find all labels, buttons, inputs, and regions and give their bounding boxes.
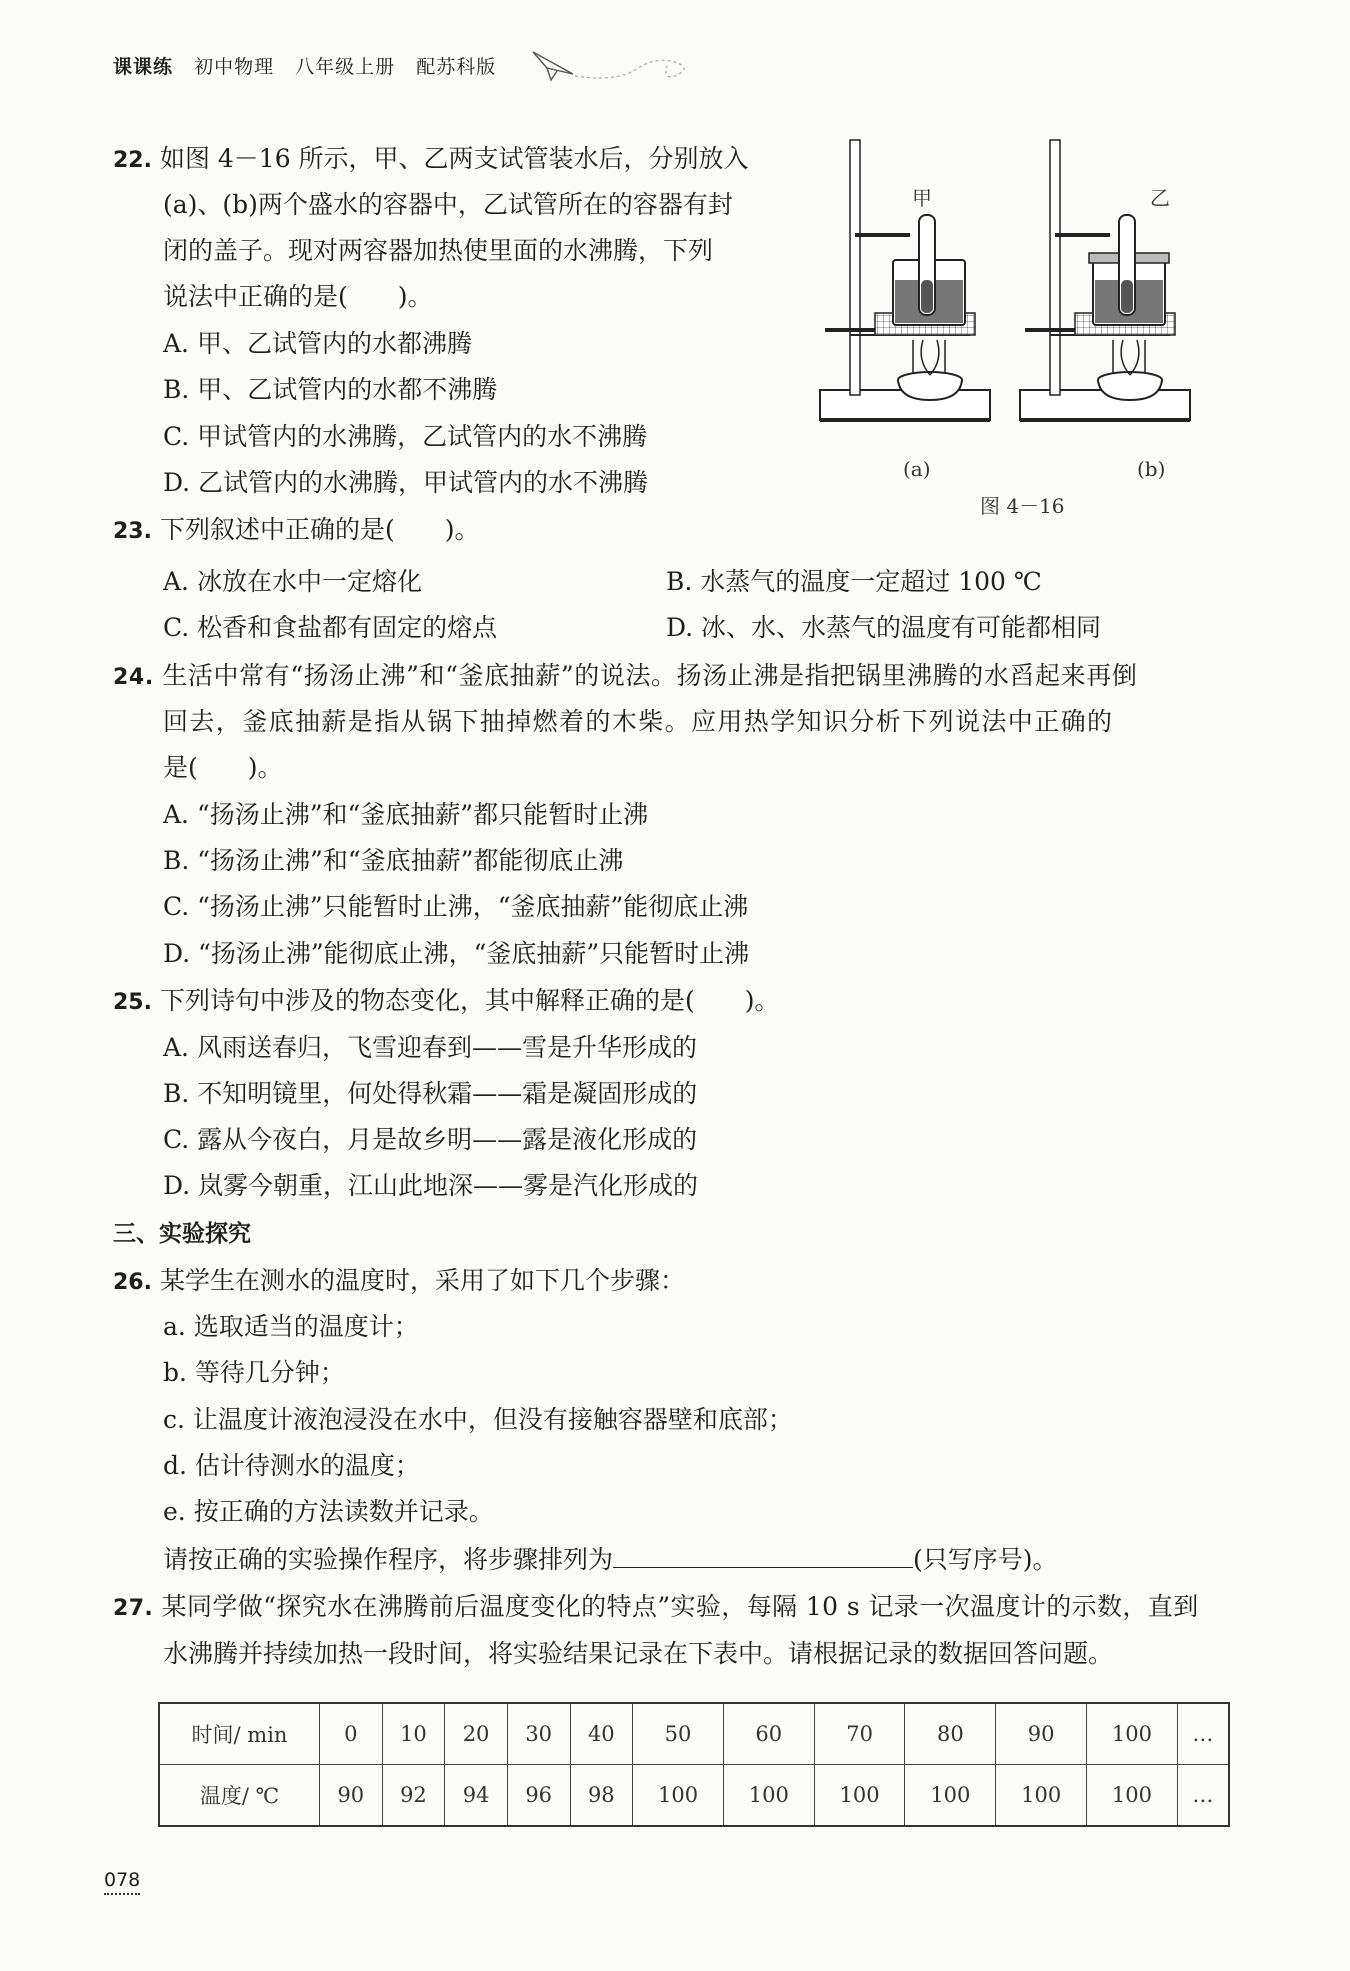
q23-option-d: D. 冰、水、水蒸气的温度有可能都相同 bbox=[666, 613, 1102, 642]
q25-option-d: D. 岚雾今朝重，江山此地深——雾是汽化形成的 bbox=[163, 1171, 699, 1200]
q23-option-a: A. 冰放在水中一定熔化 bbox=[163, 567, 422, 596]
table-cell: 0 bbox=[320, 1703, 383, 1765]
q26-answer-blank[interactable] bbox=[613, 1547, 913, 1568]
q26-prompt-after: (只写序号)。 bbox=[913, 1545, 1058, 1574]
header-grade: 八年级上册 bbox=[295, 56, 396, 78]
header-subject: 初中物理 bbox=[194, 56, 275, 78]
figure-sublabel-b: (b) bbox=[1137, 457, 1166, 481]
q24-option-b: B. “扬汤止沸”和“釜底抽薪”都能彻底止沸 bbox=[163, 846, 624, 875]
q23-stem: 下列叙述中正确的是( )。 bbox=[159, 515, 480, 544]
q24-stem-line-2: 回去，釜底抽薪是指从锅下抽掉燃着的木柴。应用热学知识分析下列说法中正确的 bbox=[163, 707, 1114, 736]
table-cell: … bbox=[1177, 1765, 1229, 1827]
table-cell: 50 bbox=[633, 1703, 724, 1765]
table-cell: 100 bbox=[633, 1765, 724, 1827]
q24-option-c: C. “扬汤止沸”只能暂时止沸，“釜底抽薪”能彻底止沸 bbox=[163, 892, 749, 921]
table-cell: 100 bbox=[905, 1765, 996, 1827]
q24-number: 24. bbox=[113, 665, 154, 690]
q26-step-e: e. 按正确的方法读数并记录。 bbox=[163, 1497, 494, 1526]
table-cell: 100 bbox=[814, 1765, 905, 1827]
q22-option-d: D. 乙试管内的水沸腾，甲试管内的水不沸腾 bbox=[163, 468, 649, 497]
temperature-data-table bbox=[158, 1702, 1230, 1827]
table-row-time bbox=[159, 1703, 1229, 1765]
table-cell: 80 bbox=[905, 1703, 996, 1765]
q25-option-c: C. 露从今夜白，月是故乡明——露是液化形成的 bbox=[163, 1125, 698, 1154]
table-cell: 100 bbox=[996, 1765, 1087, 1827]
q26-prompt bbox=[163, 1543, 1058, 1577]
q26-step-c: c. 让温度计液泡浸没在水中，但没有接触容器壁和底部； bbox=[163, 1405, 793, 1434]
page-number: 078 bbox=[104, 1869, 140, 1895]
table-cell: 40 bbox=[570, 1703, 633, 1765]
q23-number: 23. bbox=[113, 519, 152, 544]
q26-stem: 某学生在测水的温度时，采用了如下几个步骤： bbox=[159, 1266, 685, 1295]
table-cell: … bbox=[1177, 1703, 1229, 1765]
table-row-header-temperature: 温度/ ℃ bbox=[159, 1765, 320, 1827]
q26-number: 26. bbox=[113, 1270, 152, 1295]
table-cell: 100 bbox=[1087, 1765, 1178, 1827]
q27-number: 27. bbox=[113, 1596, 154, 1621]
q25-number: 25. bbox=[113, 990, 152, 1015]
table-cell: 60 bbox=[723, 1703, 814, 1765]
table-row-header-time: 时间/ min bbox=[159, 1703, 320, 1765]
q25-option-a: A. 风雨送春归，飞雪迎春到——雪是升华形成的 bbox=[163, 1033, 697, 1062]
table-cell: 100 bbox=[1087, 1703, 1178, 1765]
table-cell: 90 bbox=[996, 1703, 1087, 1765]
table-cell: 92 bbox=[382, 1765, 445, 1827]
q22-option-b: B. 甲、乙试管内的水都不沸腾 bbox=[163, 375, 498, 404]
q22-number: 22. bbox=[113, 148, 152, 173]
q25-stem: 下列诗句中涉及的物态变化，其中解释正确的是( )。 bbox=[159, 986, 780, 1015]
header-series: 课课练 bbox=[113, 56, 174, 78]
q27-stem-line-2: 水沸腾并持续加热一段时间，将实验结果记录在下表中。请根据记录的数据回答问题。 bbox=[163, 1639, 1114, 1668]
paper-plane-icon bbox=[525, 44, 700, 89]
figure-label-jia: 甲 bbox=[912, 186, 932, 210]
section-heading-experiment: 三、实验探究 bbox=[113, 1221, 251, 1247]
table-cell: 10 bbox=[382, 1703, 445, 1765]
table-cell: 30 bbox=[507, 1703, 570, 1765]
q26-step-d: d. 估计待测水的温度； bbox=[163, 1451, 420, 1480]
q27-stem-line-1: 某同学做“探究水在沸腾前后温度变化的特点”实验，每隔 10 s 记录一次温度计的示数，直到 bbox=[161, 1592, 1199, 1621]
q22-option-a: A. 甲、乙试管内的水都沸腾 bbox=[163, 329, 472, 358]
table-cell: 96 bbox=[507, 1765, 570, 1827]
table-cell: 90 bbox=[320, 1765, 383, 1827]
q22-stem-line-2: (a)、(b)两个盛水的容器中，乙试管所在的容器有封 bbox=[163, 190, 733, 219]
q24-stem-line-1: 生活中常有“扬汤止沸”和“釜底抽薪”的说法。扬汤止沸是指把锅里沸腾的水舀起来再倒 bbox=[162, 661, 1138, 690]
figure-caption: 图 4－16 bbox=[980, 494, 1065, 518]
q26-step-a: a. 选取适当的温度计； bbox=[163, 1312, 419, 1341]
q24-option-a: A. “扬汤止沸”和“釜底抽薪”都只能暂时止沸 bbox=[163, 800, 649, 829]
table-cell: 100 bbox=[723, 1765, 814, 1827]
table-cell: 20 bbox=[445, 1703, 508, 1765]
q26-step-b: b. 等待几分钟； bbox=[163, 1358, 345, 1387]
figure-sublabel-a: (a) bbox=[903, 457, 931, 481]
table-cell: 98 bbox=[570, 1765, 633, 1827]
q22-stem-line-3: 闭的盖子。现对两容器加热使里面的水沸腾，下列 bbox=[163, 236, 714, 265]
q26-prompt-before: 请按正确的实验操作程序，将步骤排列为 bbox=[163, 1545, 614, 1574]
q25-option-b: B. 不知明镜里，何处得秋霜——霜是凝固形成的 bbox=[163, 1079, 698, 1108]
apparatus-a bbox=[820, 140, 990, 420]
header-edition: 配苏科版 bbox=[416, 56, 497, 78]
q24-option-d: D. “扬汤止沸”能彻底止沸，“釜底抽薪”只能暂时止沸 bbox=[163, 939, 750, 968]
running-header bbox=[113, 52, 510, 79]
q22-stem-line-1: 如图 4－16 所示，甲、乙两支试管装水后，分别放入 bbox=[159, 144, 749, 173]
q23-option-c: C. 松香和食盐都有固定的熔点 bbox=[163, 613, 498, 642]
q24-stem-line-3: 是( )。 bbox=[163, 753, 283, 782]
table-cell: 94 bbox=[445, 1765, 508, 1827]
q23-option-b: B. 水蒸气的温度一定超过 100 ℃ bbox=[666, 567, 1042, 596]
q22-stem-line-4: 说法中正确的是( )。 bbox=[163, 282, 433, 311]
figure-label-yi: 乙 bbox=[1150, 186, 1170, 210]
q22-option-c: C. 甲试管内的水沸腾，乙试管内的水不沸腾 bbox=[163, 422, 648, 451]
table-row-temperature bbox=[159, 1765, 1229, 1827]
table-cell: 70 bbox=[814, 1703, 905, 1765]
